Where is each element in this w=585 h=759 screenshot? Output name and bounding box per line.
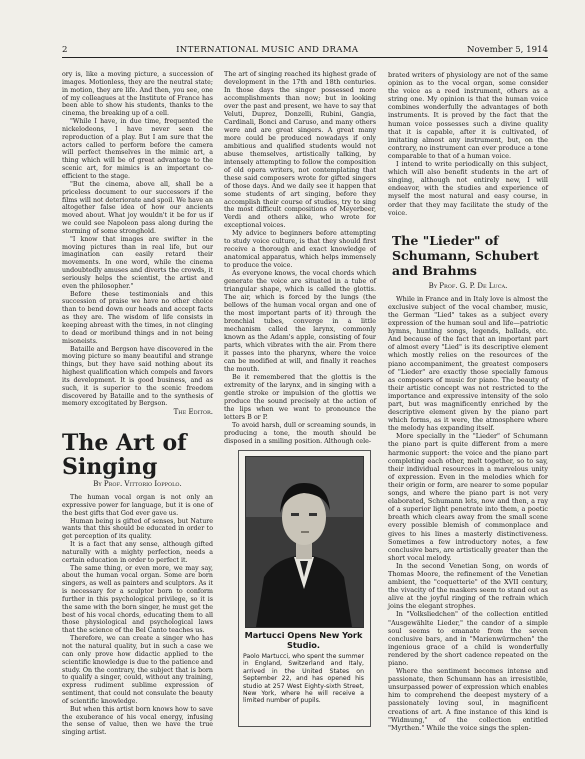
paragraph: brated writers of physiology are not of the same opinion as to the vocal organ, some consider the voice as a reed instrument, others as a string one. My opinion is that the human voice combines wonderfully the advantages of both instruments. It is proved by the fact that the human voice possesses such a divine quality that it is capable, after it is cultivated, of imitating almost any instrument, but, on the contrary, no instrument can ever produce a tone comparable to that of a human voice. — [388, 71, 548, 160]
caption-title: Martucci Opens New York Studio. — [244, 630, 363, 650]
paragraph: My advice to beginners before attempting to study voice culture, is that they should first receive a thorough and exact knowledge of anatomical apparatus, which helps immensely to produce the voice. — [224, 229, 376, 270]
paragraph: While in France and in Italy love is almost the exclusive subject of the vocal chamber, music, the German "Lied" takes as a subject every expression of the human soul and life—patriotic hymns, hunting songs, legends, ballads, etc. And because of the fact that an important part of almost every "Lied" is its descriptive element which mostly relies on the resources of the piano accompaniment, the greatest composers of "Lieder" are exactly those specially famous as composers of music for piano. The beauty of their artistic concept was not restricted to the importance and expressive intensity of the solo part, but was magnificently enriched by the descriptive element given by the piano part which forms, as it were, the atmosphere where the melody has expanding itself. — [388, 294, 548, 433]
header-rule — [62, 57, 548, 58]
paragraph: Where the sentiment becomes intense and passionate, then Schumann has an irresistible, unsurpassed power of expression which enables him to comprehend the deepest mystery of a passionately loving soul, in magnificent creations of art. A fine instance of this kind is "Widmung," of the collection entitled "Myrthen." While the voice sings the splen- — [388, 667, 548, 732]
caption-text: Paolo Martucci, who spent the summer in England, Switzerland and Italy, arrived in the United States on September 22, and has opened his studio at 257 West Eighty-sixth Street, New York, where he will receive a limited number of pupils. — [243, 653, 364, 705]
column-middle — [224, 71, 376, 446]
publication-title: INTERNATIONAL MUSIC AND DRAMA — [176, 45, 359, 55]
article-byline: By Prof. Vittorio Ioppolo. — [93, 480, 182, 489]
paragraph: Be it remembered that the glottis is the extremity of the larynx, and in singing with a gentle stroke or impulsion of the glottis we produce the sound precisely at the action of the lips when we want to pronounce the letters B or P. — [224, 372, 376, 421]
paragraph: "But the cinema, above all, shall be a priceless document to our successors if the films will not deteriorate and spoil. We have an altogether false idea of how our ancients moved about. What joy wouldn't it be for us if we could see Napoleon pass along during the storming of some stronghold. — [62, 180, 213, 235]
article-byline: By Prof. G. P. De Luca. — [428, 281, 508, 290]
page-header — [62, 41, 548, 55]
paragraph: In "Volksliedchen" of the collection entitled "Ausgewählte Lieder," the candor of a simple soul seems to emanate from the seven conclusive bars, and in "Marienwürmchen" the ingenious grace of a child is wonderfully rendered by the short cadence repeated on the piano. — [388, 610, 548, 667]
article-title-art-of-singing: The Art of Singing — [62, 430, 187, 481]
paragraph: But when this artist born knows how to save the exuberance of his vocal energy, infusing the sense of value, then we have the true singing artist. — [62, 705, 213, 737]
issue-date: November 5, 1914 — [466, 45, 548, 55]
paragraph: The human vocal organ is not only an expressive power for language, but it is one of the best gifts that God ever gave us. — [62, 493, 213, 517]
paragraph: ory is, like a moving picture, a succession of images. Motionless, they are the neutral state; in motion, they are life. And then, you see, one of my colleagues at the Institute of France has been able to show his students, thanks to the cinema, the breaking up of a cell. — [62, 71, 213, 118]
paragraph: I intend to write periodically on this subject, which will also benefit students in the art of singing, although not entirely new, I will endeavor, with the studies and experience of myself the most natural and easy course, in order that they may facilitate the study of the voice. — [388, 160, 548, 217]
article-title-lieder: The "Lieder" of Schumann, Schubert and Brahms — [392, 232, 539, 278]
paragraph: Human being is gifted of senses, but Nature wants that this should be educated in order to get perception of its quality. — [62, 517, 213, 541]
column-right — [388, 71, 548, 732]
paragraph: It is a fact that any sense, although gifted naturally with a mighty perfection, needs a certain education in order to perfect it. — [62, 541, 213, 564]
paragraph: Bataille and Bergson have discovered in the moving picture so many beautiful and strange things, but they have said nothing about its highest qualification which compels and favors its development. It is good business, and as such, it is superior to the scenic freedom discovered by Bataille and to the synthesis of memory excogitated by Bergson. — [62, 345, 213, 408]
paragraph: The art of singing reached its highest grade of development in the 17th and 18th centuries. In those days the singer possessed more accomplishments than now; but in looking over the past and present, we have to say that Veluti, Duprez, Donzelli, Rubini, Gangia, Cardinali, Bonci and Caruso, and many others were and are great singers. A great many more could be produced nowadays if only ambitious and qualified students would not abuse themselves, artistically talking, by intensely attempting to follow the composition of old opera writers, not contemplating that these said composers wrote for gifted singers of those days. And we daily see it happen that some students of art singing, before they accomplish their course of studies, try to sing the most difficult compositions of Meyerbeer, Verdi and others alike, who wrote for exceptional voices. — [224, 70, 376, 230]
paragraph: As everyone knows, the vocal chords which generate the voice are situated in a tube of triangular shape, which is called the glottis. The air, which is forced by the lungs (the bellows of the human vocal organ and one of the most important parts of it) through the bronchial tubes, converge in a little mechanism called the larynx, commonly known as the Adam's apple, consisting of four parts, which vibrates with the air. From there it passes into the pharynx, where the voice can be modified at will, and finally it reaches the mouth. — [224, 269, 376, 373]
paragraph: "While I have, in due time, frequented the nickelodeons, I have never seen the reproduction of a play. But I am sure that the actors called to perform before the camera will perfect themselves in the mimic art, a thing which will be of great advantage to the scenic art, for mimics is an important co-efficient to the stage. — [62, 118, 213, 180]
paragraph: In the second Venetian Song, on words of Thomas Moore, the refinement of the Venetian ambient, the "coquetterie" of the XVII century, the vivacity of the maskers seem to stand out as alive at the joyful ringing of the refrain which joins the elegant strophes. — [388, 561, 548, 611]
paragraph: To avoid harsh, dull or screaming sounds, in producing a tone, the mouth should be disposed in a smiling position. Although cele- — [224, 420, 376, 445]
portrait-image — [246, 457, 363, 627]
column-left — [62, 71, 213, 737]
paragraph: Before these testimonials and this succession of praise we have no other choice than to bend down our heads and accept facts as they are. The wisdom of life consists in keeping abreast with the times, in not clinging to dead or moribund things and in not being misoneists. — [62, 290, 213, 345]
paragraph: "I know that images are swifter in the moving pictures than in real life, but our imagination can easily retard their movements. In one word, while the cinema undoubtedly amuses and diverts the crowds, it seriously helps the scientist, the artist and even the philosopher." — [62, 235, 213, 290]
paragraph: More specially in the "Lieder" of Schumann the piano part is quite different from a mere harmonic support: the voice and the piano part completing each other, melt together, so to say, their individual resources in a marvelous unity of expression. Even in the melodies which for their origin or form, are nearer to some popular songs, and where the piano part is not very elaborated, Schumann lets, now and then, a ray of a superior light penetrate into them, a poetic breath which clears away from the small scene every possible blemish of commonplace and gives to his lines a masterly distinctiveness. Sometimes a few introductory notes, a few conclusive bars, are artistically greater than the short vocal melody. — [388, 432, 548, 562]
editor-signature: The Editor. — [173, 408, 213, 417]
paragraph: The same thing, or even more, we may say, about the human vocal organ. Some are born singers, as well as painters and sculptors. As it is necessary for a sculptor born to conform further in this psychological privilege, so it is the same with the born singer, he must get the best of his vocal chords, educating them to all those physiological and psychological laws that the science of the Bel Canto teaches us. — [62, 564, 213, 635]
portrait-photo — [245, 456, 364, 628]
paragraph: Therefore, we can create a singer who has not the natural quality, but in such a case we can only prove how didactic applied to the scientific knowledge is due to the patience and study. On the contrary, the subject that is born to qualify a singer, could, without any training, express rudiment sublime expression of sentiment, that could not consulate the beauty of scientific knowledge. — [62, 635, 213, 705]
page-number: 2 — [62, 45, 68, 55]
